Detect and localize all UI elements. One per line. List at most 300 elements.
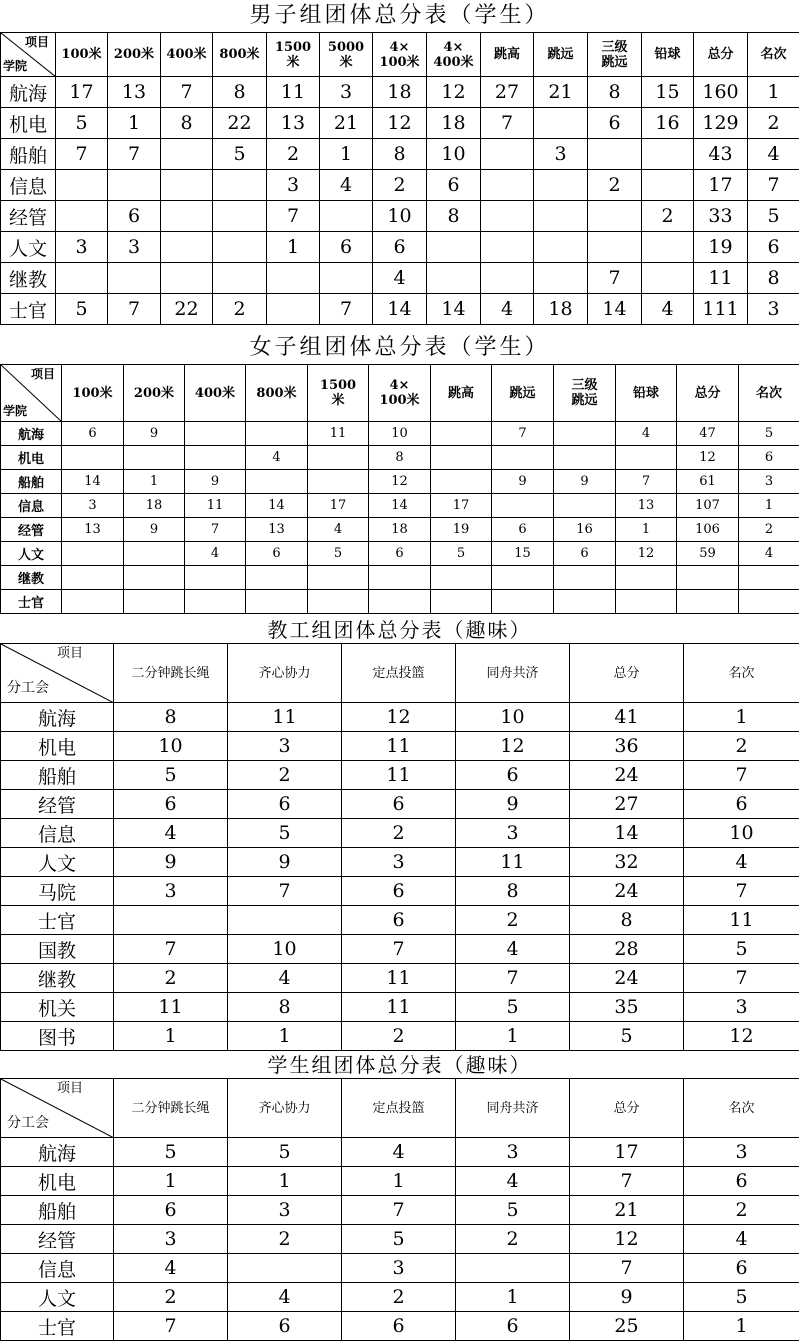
score-cell: 12 [570,1225,684,1254]
table-row [1,732,799,761]
header-row [1,1079,799,1138]
score-cell [739,590,799,614]
score-cell [431,566,492,590]
column-header [588,33,642,77]
row-label: 船舶 [1,470,62,494]
score-cell: 3 [114,877,228,906]
score-cell [320,263,373,294]
score-cell: 14 [62,470,124,494]
table-row [1,446,799,470]
column-header [642,33,694,77]
score-cell: 7 [492,422,554,446]
score-cell: 107 [677,494,739,518]
score-cell: 10 [456,703,570,732]
table-row [1,232,799,263]
women-table-title: 女子组团体总分表（学生） [249,335,550,360]
score-cell: 32 [570,848,684,877]
score-cell: 3 [684,993,799,1022]
row-label: 航海 [1,703,114,732]
column-header-text: 400米 [166,47,207,62]
column-header-text: 三级 [601,39,628,55]
score-cell: 2 [684,732,799,761]
staff-score-table [0,643,799,1051]
score-cell: 15 [642,77,694,108]
score-cell: 6 [114,790,228,819]
column-header [373,33,427,77]
score-cell: 3 [456,819,570,848]
score-cell: 10 [369,422,431,446]
score-cell: 6 [342,906,456,935]
column-header [124,365,185,422]
score-cell: 25 [570,1312,684,1341]
score-cell [677,566,739,590]
score-cell: 12 [456,732,570,761]
score-cell: 9 [114,848,228,877]
score-cell: 11 [185,494,246,518]
score-cell [108,263,161,294]
score-cell [114,906,228,935]
column-header [570,644,684,703]
score-cell: 4 [739,542,799,566]
score-cell: 6 [228,1312,342,1341]
score-cell [62,590,124,614]
score-cell [246,590,308,614]
column-header-text: 400米 [194,385,236,401]
row-label: 机关 [1,993,114,1022]
score-cell [228,906,342,935]
column-header-text: 同舟共济 [486,1100,539,1116]
score-cell: 8 [228,993,342,1022]
score-cell: 6 [62,422,124,446]
score-cell: 17 [694,170,748,201]
score-cell: 11 [228,703,342,732]
score-cell: 43 [694,139,748,170]
score-cell: 5 [342,1225,456,1254]
score-cell: 9 [554,470,616,494]
score-cell: 10 [427,139,481,170]
score-cell: 9 [124,518,185,542]
students-score-table [0,1078,799,1341]
row-label: 继教 [1,263,56,294]
score-cell [481,232,534,263]
column-header [684,1079,799,1138]
row-label: 信息 [1,170,56,201]
score-cell: 6 [228,790,342,819]
column-header-text: 米 [339,54,353,70]
row-label: 经管 [1,518,62,542]
score-cell: 10 [373,201,427,232]
corner-label-item: 项目 [24,35,49,49]
column-header-text: 名次 [755,385,782,401]
score-cell: 16 [554,518,616,542]
score-cell: 4 [373,263,427,294]
score-cell [185,590,246,614]
score-cell: 2 [228,761,342,790]
score-cell: 7 [228,877,342,906]
column-header-text: 三级 [571,378,598,393]
score-cell: 22 [213,108,267,139]
score-cell: 5 [213,139,267,170]
score-cell: 5 [739,422,799,446]
score-cell: 1 [108,108,161,139]
score-cell [56,263,108,294]
score-cell [56,201,108,232]
staff-table-title: 教工组团体总分表（趣味） [267,618,532,642]
row-label: 机电 [1,446,62,470]
column-header [62,365,124,422]
score-cell: 8 [114,703,228,732]
score-cell: 7 [56,139,108,170]
row-label: 航海 [1,77,56,108]
score-cell [642,263,694,294]
score-cell: 7 [267,201,320,232]
score-cell: 2 [342,1022,456,1051]
column-header [554,365,616,422]
column-header [369,365,431,422]
score-cell: 9 [124,422,185,446]
score-cell [534,170,588,201]
score-cell [124,590,185,614]
score-cell [427,263,481,294]
row-label: 人文 [1,1283,114,1312]
score-cell: 7 [108,139,161,170]
table-row [1,1254,799,1283]
score-cell: 1 [228,1022,342,1051]
score-cell [369,566,431,590]
row-label: 机电 [1,732,114,761]
score-cell: 27 [481,77,534,108]
score-cell [62,542,124,566]
women-score-table [0,364,799,614]
score-cell: 12 [373,108,427,139]
score-cell: 5 [56,108,108,139]
score-cell [492,590,554,614]
score-cell: 6 [684,1167,799,1196]
score-cell: 2 [342,819,456,848]
score-cell: 4 [456,935,570,964]
score-cell: 7 [748,170,799,201]
score-cell: 19 [431,518,492,542]
row-label: 机电 [1,1167,114,1196]
column-header [431,365,492,422]
score-cell: 3 [62,494,124,518]
score-cell: 1 [114,1022,228,1051]
score-cell [431,422,492,446]
column-header-text: 400米 [433,54,474,70]
row-label: 经管 [1,201,56,232]
column-header [308,365,369,422]
score-cell: 14 [588,294,642,325]
score-cell: 7 [114,1312,228,1341]
score-cell: 8 [373,139,427,170]
score-cell: 11 [342,732,456,761]
score-cell: 4 [185,542,246,566]
column-header [108,33,161,77]
score-cell: 41 [570,703,684,732]
score-cell [554,446,616,470]
score-cell: 4 [114,819,228,848]
column-header-text: 跳远 [509,385,536,401]
score-cell [320,201,373,232]
score-cell [642,139,694,170]
score-cell: 7 [342,1196,456,1225]
score-cell: 160 [694,77,748,108]
score-cell [161,170,213,201]
table-row [1,201,799,232]
score-cell: 12 [677,446,739,470]
score-cell: 8 [570,906,684,935]
score-cell [534,263,588,294]
column-header-text: 名次 [728,1100,755,1116]
score-cell: 17 [570,1138,684,1167]
column-header [739,365,799,422]
score-cell [56,170,108,201]
score-cell [308,446,369,470]
column-header-text: 1500 [274,39,312,55]
score-cell: 4 [228,1283,342,1312]
column-header [114,1079,228,1138]
score-cell [492,494,554,518]
column-header-text: 同舟共济 [486,665,539,681]
score-cell: 11 [694,263,748,294]
column-header-text: 4× [389,378,410,393]
score-cell [228,1254,342,1283]
score-cell: 3 [534,139,588,170]
score-cell: 10 [684,819,799,848]
column-header-text: 铅球 [632,385,659,401]
table-row [1,1022,799,1051]
column-header [481,33,534,77]
score-cell: 12 [427,77,481,108]
score-cell [588,232,642,263]
score-cell: 2 [748,108,799,139]
table-row [1,848,799,877]
score-cell: 1 [739,494,799,518]
score-cell [554,494,616,518]
row-label: 人文 [1,542,62,566]
table-row [1,790,799,819]
column-header-text: 总分 [694,385,721,401]
score-cell: 33 [694,201,748,232]
score-cell: 6 [554,542,616,566]
score-cell: 8 [213,77,267,108]
column-header [161,33,213,77]
score-cell [108,170,161,201]
score-cell [185,446,246,470]
score-cell: 9 [185,470,246,494]
score-cell: 18 [369,518,431,542]
score-cell: 5 [684,935,799,964]
column-header-text: 200米 [133,385,175,401]
row-label: 国教 [1,935,114,964]
header-row [1,33,799,77]
score-cell: 6 [427,170,481,201]
table-row [1,1225,799,1254]
corner-header-cell [1,644,114,703]
score-cell: 2 [213,294,267,325]
table-row [1,470,799,494]
score-cell: 1 [228,1167,342,1196]
men-table-title: 男子组团体总分表（学生） [249,3,550,28]
score-cell: 7 [320,294,373,325]
column-header [534,33,588,77]
score-cell: 2 [684,1196,799,1225]
score-cell: 6 [114,1196,228,1225]
column-header-text: 跳远 [601,54,628,70]
column-header [570,1079,684,1138]
score-cell: 6 [342,790,456,819]
table-row [1,1283,799,1312]
score-cell: 11 [456,848,570,877]
score-cell [185,566,246,590]
score-cell: 3 [342,1254,456,1283]
score-cell: 7 [114,935,228,964]
score-cell: 2 [456,1225,570,1254]
score-cell [246,470,308,494]
score-cell: 9 [570,1283,684,1312]
score-cell: 5 [308,542,369,566]
column-header [342,1079,456,1138]
score-cell: 24 [570,761,684,790]
score-cell: 5 [456,993,570,1022]
score-cell: 3 [320,77,373,108]
score-cell: 3 [456,1138,570,1167]
column-header [228,644,342,703]
score-cell: 5 [570,1022,684,1051]
score-cell: 5 [228,1138,342,1167]
score-cell: 6 [456,1312,570,1341]
score-cell: 1 [342,1167,456,1196]
score-cell [456,1254,570,1283]
score-cell: 6 [684,790,799,819]
score-cell [427,232,481,263]
score-cell: 6 [369,542,431,566]
score-cell: 19 [694,232,748,263]
score-cell: 2 [456,906,570,935]
score-cell: 6 [456,761,570,790]
score-cell: 8 [427,201,481,232]
score-cell: 7 [570,1167,684,1196]
column-header [748,33,799,77]
corner-label-item: 项目 [56,646,83,661]
score-cell [62,446,124,470]
score-cell: 10 [114,732,228,761]
score-cell: 2 [342,1283,456,1312]
score-cell: 14 [427,294,481,325]
score-cell: 24 [570,964,684,993]
score-cell [481,263,534,294]
score-cell [481,139,534,170]
score-cell [124,542,185,566]
score-cell: 7 [616,470,677,494]
score-cell [492,446,554,470]
score-cell: 5 [456,1196,570,1225]
score-cell: 3 [228,1196,342,1225]
score-cell: 2 [114,964,228,993]
score-cell: 8 [161,108,213,139]
row-label: 士官 [1,1312,114,1341]
column-header [456,644,570,703]
score-cell: 17 [431,494,492,518]
score-cell: 8 [456,877,570,906]
score-cell: 2 [588,170,642,201]
score-cell: 1 [456,1022,570,1051]
score-cell [185,422,246,446]
table-row [1,703,799,732]
score-cell [161,139,213,170]
score-cell: 2 [739,518,799,542]
score-cell: 6 [320,232,373,263]
score-cell: 4 [342,1138,456,1167]
score-cell: 2 [228,1225,342,1254]
score-cell: 7 [161,77,213,108]
score-cell: 13 [267,108,320,139]
score-cell: 14 [369,494,431,518]
score-cell: 11 [342,761,456,790]
row-label: 经管 [1,790,114,819]
score-cell: 3 [267,170,320,201]
column-header [694,33,748,77]
score-cell [492,566,554,590]
men-score-table [0,32,799,325]
score-cell: 18 [124,494,185,518]
score-cell [213,170,267,201]
score-cell: 3 [748,294,799,325]
score-cell: 13 [246,518,308,542]
score-cell: 9 [492,470,554,494]
row-label: 继教 [1,964,114,993]
score-cell: 4 [748,139,799,170]
corner-label-unit: 分工会 [7,680,49,696]
column-header-text: 跳高 [447,385,474,401]
score-cell: 6 [373,232,427,263]
score-cell: 3 [228,732,342,761]
score-cell [308,566,369,590]
table-row [1,906,799,935]
score-cell [431,590,492,614]
score-cell: 3 [342,848,456,877]
column-header-text: 1500 [319,378,357,393]
students-table-title: 学生组团体总分表（趣味） [267,1053,532,1077]
score-cell: 7 [481,108,534,139]
table-row [1,1196,799,1225]
row-label: 船舶 [1,761,114,790]
score-cell: 12 [684,1022,799,1051]
column-header-text: 4× [389,39,410,55]
table-row [1,1312,799,1341]
score-cell [213,201,267,232]
score-cell: 21 [570,1196,684,1225]
score-cell: 1 [616,518,677,542]
score-cell: 12 [369,470,431,494]
row-label: 士官 [1,590,62,614]
column-header [677,365,739,422]
score-cell: 13 [108,77,161,108]
score-cell [161,201,213,232]
column-header-text: 800米 [256,385,297,401]
score-cell: 4 [228,964,342,993]
row-label: 士官 [1,906,114,935]
score-cell: 4 [616,422,677,446]
score-cell: 11 [114,993,228,1022]
column-header [114,644,228,703]
column-header-text: 名次 [728,665,755,681]
score-cell [161,232,213,263]
score-cell: 18 [534,294,588,325]
score-cell: 18 [427,108,481,139]
score-cell: 3 [108,232,161,263]
score-cell [124,566,185,590]
